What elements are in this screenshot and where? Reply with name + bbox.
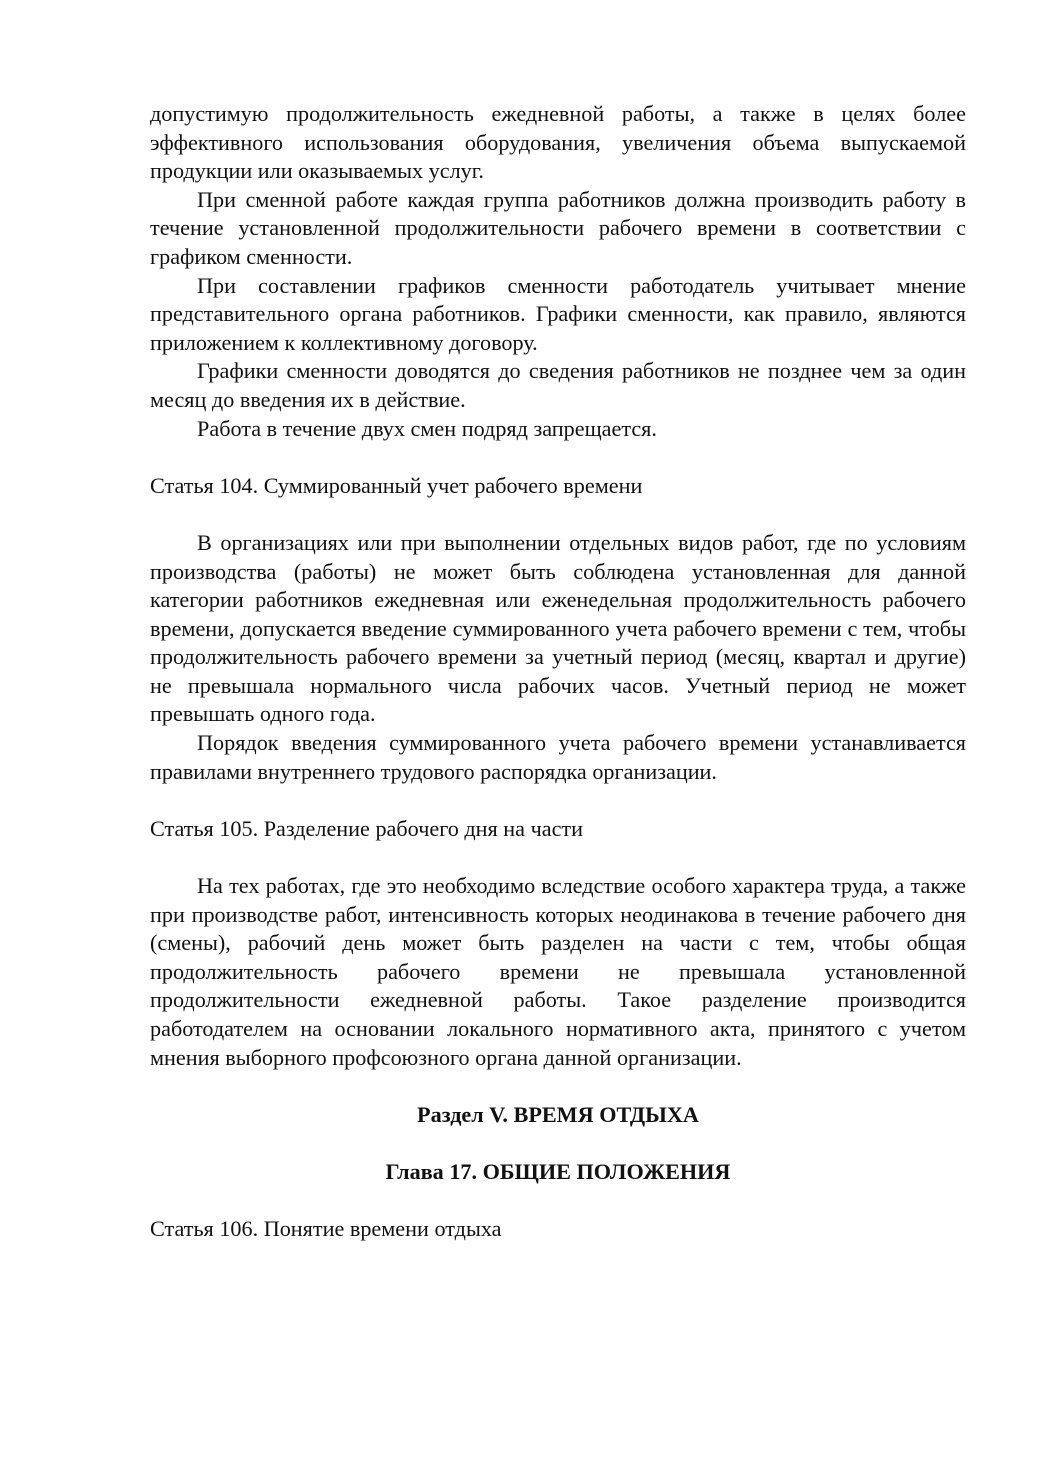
paragraph-two-shifts-prohibited: Работа в течение двух смен подряд запрещается. bbox=[197, 415, 657, 441]
article-106-title: Статья 106. Понятие времени отдыха bbox=[150, 1216, 502, 1242]
spacer bbox=[150, 500, 966, 529]
article-104-title: Статья 104. Суммированный учет рабочего времени bbox=[150, 472, 643, 498]
paragraph-summarized-accounting: В организациях или при выполнении отдельных видов работ, где по условиям производства (работы) не может быть соблюдена установленная для данной категории работников ежедневная или еженедельная продолжительность рабочего времени, допускается введение суммированного учета рабочего времени с тем, чтобы продолжительность рабочего времени за учетный период (месяц, квартал и другие) не превышала нормального числа рабочих часов. Учетный период не может превышать одного года. bbox=[150, 529, 966, 727]
chapter-heading: Глава 17. ОБЩИЕ ПОЛОЖЕНИЯ bbox=[385, 1158, 731, 1184]
spacer bbox=[150, 1187, 966, 1216]
document-page bbox=[150, 100, 966, 1244]
paragraph-shift-work: При сменной работе каждая группа работников должна производить работу в течение установленной продолжительности рабочего времени в соответствии с графиком сменности. bbox=[150, 186, 966, 269]
spacer bbox=[150, 1072, 966, 1101]
article-105-title: Статья 105. Разделение рабочего дня на части bbox=[150, 815, 583, 841]
spacer bbox=[150, 843, 966, 872]
paragraph-schedule-notice: Графики сменности доводятся до сведения работников не позднее чем за один месяц до введения их в действие. bbox=[150, 358, 966, 412]
spacer bbox=[150, 1129, 966, 1158]
section-heading: Раздел V. ВРЕМЯ ОТДЫХА bbox=[417, 1101, 699, 1127]
spacer bbox=[150, 786, 966, 815]
paragraph-continued: допустимую продолжительность ежедневной работы, а также в целях более эффективного использования оборудования, увеличения объема выпускаемой продукции или оказываемых услуг. bbox=[150, 101, 966, 184]
paragraph-accounting-procedure: Порядок введения суммированного учета рабочего времени устанавливается правилами внутреннего трудового распорядка организации. bbox=[150, 730, 966, 784]
paragraph-day-division: На тех работах, где это необходимо вследствие особого характера труда, а также при производстве работ, интенсивность которых неодинакова в течение рабочего дня (смены), рабочий день может быть разделен на части с тем, чтобы общая продолжительность рабочего времени не превышала установленной продолжительности ежедневной работы. Такое разделение производится работодателем на основании локального нормативного акта, принятого с учетом мнения выборного профсоюзного органа данной организации. bbox=[150, 873, 966, 1070]
paragraph-shift-schedules: При составлении графиков сменности работодатель учитывает мнение представительного органа работников. Графики сменности, как правило, являются приложением к коллективному договору. bbox=[150, 272, 966, 355]
spacer bbox=[150, 443, 966, 472]
